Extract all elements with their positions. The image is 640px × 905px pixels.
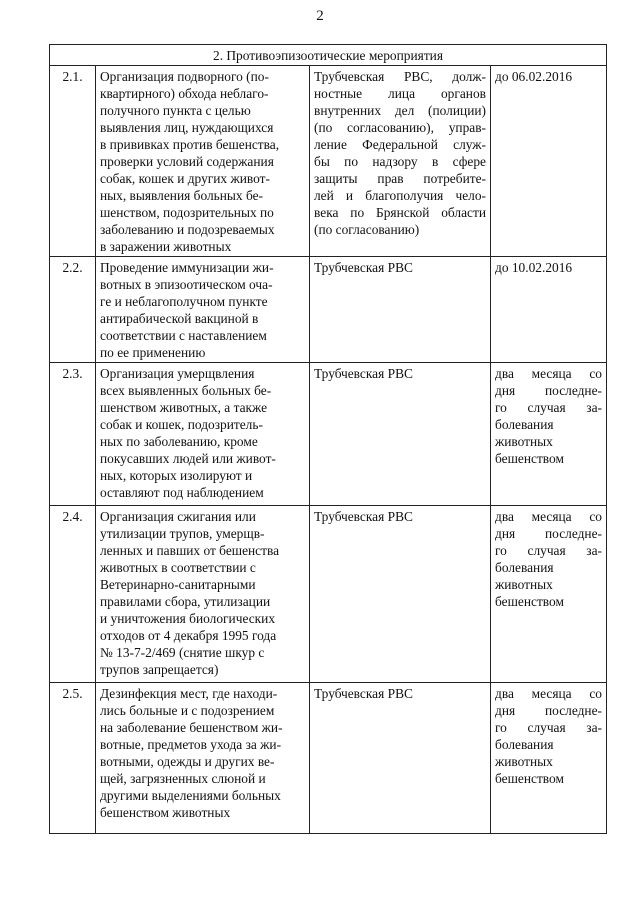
text-line: выявления лиц, нуждающихся xyxy=(100,120,274,135)
text-line: вотными, одежды и других ве- xyxy=(100,754,275,769)
executor-cell xyxy=(310,683,491,834)
text-line: болевания xyxy=(495,737,554,752)
section-header-row xyxy=(50,45,607,66)
text-line: Трубчевская РВС xyxy=(314,366,413,381)
text-line: ление Федеральной служ- xyxy=(314,137,486,152)
text-line: и уничтожения биологических xyxy=(100,611,276,626)
text-line: Трубчевская РВС xyxy=(314,260,413,275)
text-line: вотные, предметов ухода за жи- xyxy=(100,737,282,752)
text-line: два месяца со xyxy=(495,686,602,701)
measure-cell xyxy=(96,66,310,257)
executor-cell xyxy=(310,66,491,257)
text-line: другими выделениями больных xyxy=(100,788,281,803)
text-line: Организация подворного (по- xyxy=(100,69,269,84)
text-line: Дезинфекция мест, где находи- xyxy=(100,686,278,701)
deadline-cell xyxy=(491,363,607,506)
text-line: го случая за- xyxy=(495,720,602,735)
table-row xyxy=(50,66,607,257)
text-line: ных по заболеванию, кроме xyxy=(100,434,258,449)
text-line: внутренних дел (полиции) xyxy=(314,103,486,118)
text-line: животных xyxy=(495,434,553,449)
text-line: правилами сбора, утилизации xyxy=(100,594,271,609)
text-line: бешенством xyxy=(495,594,564,609)
text-line: дня последне- xyxy=(495,703,602,718)
text-line: соответствии с наставлением xyxy=(100,328,267,343)
text-line: животных xyxy=(495,754,553,769)
measures-table xyxy=(49,44,607,834)
text-line: вотных в эпизоотическом оча- xyxy=(100,277,273,292)
text-line: до 06.02.2016 xyxy=(495,69,573,84)
table-row xyxy=(50,257,607,363)
section-title: 2. Противоэпизоотические мероприятия xyxy=(50,45,607,66)
text-line: Трубчевская РВС, долж- xyxy=(314,69,486,84)
text-line: ных, которых изолируют и xyxy=(100,468,253,483)
text-line: заболеванию и подозреваемых xyxy=(100,222,275,237)
text-line: шенством, подозрительных по xyxy=(100,205,274,220)
text-line: (по согласованию), управ- xyxy=(314,120,486,135)
text-line: квартирного) обхода неблаго- xyxy=(100,86,269,101)
text-line: на заболевание бешенством жи- xyxy=(100,720,283,735)
text-line: Трубчевская РВС xyxy=(314,509,413,524)
text-line: Организация умерщвления xyxy=(100,366,255,381)
text-line: утилизации трупов, умерщв- xyxy=(100,526,265,541)
row-number: 2.1. xyxy=(50,66,96,257)
text-line: по ее применению xyxy=(100,345,206,360)
text-line: ленных и павших от бешенства xyxy=(100,543,280,558)
text-line: в прививках против бешенства, xyxy=(100,137,280,152)
text-line: дня последне- xyxy=(495,526,602,541)
text-line: покусавших людей или живот- xyxy=(100,451,276,466)
text-line: получного пункта с целью xyxy=(100,103,251,118)
text-line: всех выявленных больных бе- xyxy=(100,383,272,398)
text-line: бешенством xyxy=(495,451,564,466)
deadline-cell xyxy=(491,257,607,363)
text-line: болевания xyxy=(495,560,554,575)
text-line: № 13-7-2/469 (снятие шкур с xyxy=(100,645,265,660)
text-line: Ветеринарно-санитарными xyxy=(100,577,256,592)
row-number: 2.3. xyxy=(50,363,96,506)
text-line: бешенством xyxy=(495,771,564,786)
text-line: защиты прав потребите- xyxy=(314,171,486,186)
text-line: дня последне- xyxy=(495,383,602,398)
executor-cell xyxy=(310,257,491,363)
text-line: го случая за- xyxy=(495,400,602,415)
measure-cell xyxy=(96,257,310,363)
deadline-cell xyxy=(491,683,607,834)
text-line: животных xyxy=(495,577,553,592)
deadline-cell xyxy=(491,66,607,257)
text-line: собак, кошек и других живот- xyxy=(100,171,270,186)
text-line: проверки условий содержания xyxy=(100,154,274,169)
text-line: антирабической вакциной в xyxy=(100,311,259,326)
text-line: Трубчевская РВС xyxy=(314,686,413,701)
measure-cell xyxy=(96,683,310,834)
text-line: оставляют под наблюдением xyxy=(100,485,264,500)
text-line: ных, выявления больных бе- xyxy=(100,188,264,203)
row-number: 2.5. xyxy=(50,683,96,834)
row-number: 2.4. xyxy=(50,506,96,683)
text-line: болевания xyxy=(495,417,554,432)
text-line: Организация сжигания или xyxy=(100,509,256,524)
text-line: бы по надзору в сфере xyxy=(314,154,486,169)
executor-cell xyxy=(310,506,491,683)
text-line: щей, загрязненных слюной и xyxy=(100,771,266,786)
text-line: трупов запрещается) xyxy=(100,662,219,677)
text-line: ге и неблагополучном пункте xyxy=(100,294,268,309)
text-line: собак и кошек, подозритель- xyxy=(100,417,263,432)
text-line: (по согласованию) xyxy=(314,222,420,237)
text-line: Проведение иммунизации жи- xyxy=(100,260,274,275)
table-row xyxy=(50,506,607,683)
text-line: два месяца со xyxy=(495,509,602,524)
text-line: в заражении животных xyxy=(100,239,232,254)
executor-cell xyxy=(310,363,491,506)
text-line: го случая за- xyxy=(495,543,602,558)
text-line: лись больные и с подозрением xyxy=(100,703,275,718)
text-line: ностные лица органов xyxy=(314,86,486,101)
row-number: 2.2. xyxy=(50,257,96,363)
text-line: два месяца со xyxy=(495,366,602,381)
text-line: века по Брянской области xyxy=(314,205,486,220)
table-row xyxy=(50,683,607,834)
text-line: животных в соответствии с xyxy=(100,560,256,575)
measure-cell xyxy=(96,506,310,683)
text-line: шенством животных, а также xyxy=(100,400,268,415)
text-line: отходов от 4 декабря 1995 года xyxy=(100,628,277,643)
measure-cell xyxy=(96,363,310,506)
text-line: лей и благополучия чело- xyxy=(314,188,486,203)
table-row xyxy=(50,363,607,506)
deadline-cell xyxy=(491,506,607,683)
page-number: 2 xyxy=(316,8,324,24)
text-line: бешенством животных xyxy=(100,805,231,820)
text-line: до 10.02.2016 xyxy=(495,260,573,275)
